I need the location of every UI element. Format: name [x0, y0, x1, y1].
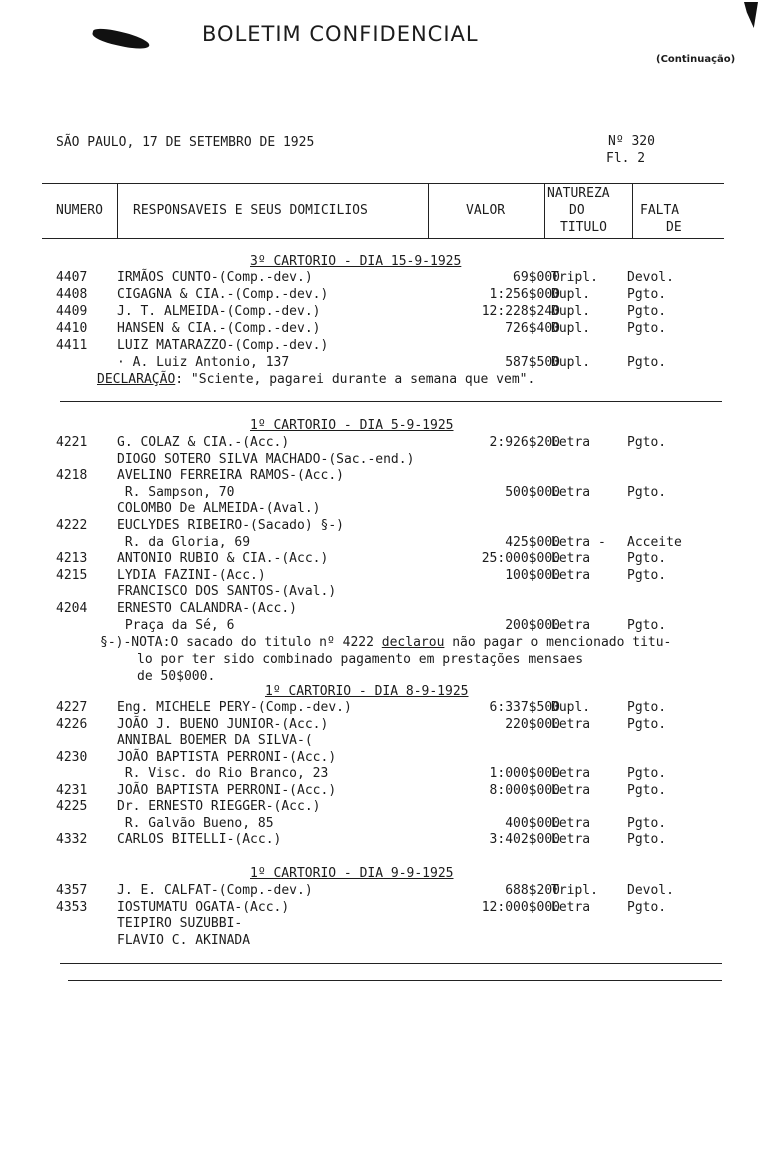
- entry-name: EUCLYDES RIBEIRO-(Sacado) §-): [117, 518, 344, 533]
- sheet-number: Fl. 2: [606, 151, 646, 166]
- section-title-1-cartorio-8-9: 1º CARTORIO - DIA 8-9-1925: [265, 684, 469, 699]
- entry-falta: Pgto.: [627, 766, 667, 781]
- entry-nature: Letra: [551, 485, 591, 500]
- entry-name: LYDIA FAZINI-(Acc.): [117, 568, 266, 583]
- ink-blot-decoration: [91, 26, 151, 52]
- entry-value: 220$000: [505, 717, 560, 732]
- page-title: BOLETIM CONFIDENCIAL: [202, 22, 479, 46]
- entry-value: 69$000: [513, 270, 560, 285]
- note-text-1b: não pagar o mencionado titu-: [444, 635, 672, 650]
- section-title-1-cartorio-9-9: 1º CARTORIO - DIA 9-9-1925: [250, 866, 454, 881]
- note-text-1a: :O sacado do titulo nº 4222: [162, 635, 382, 650]
- declaration-text: : "Sciente, pagarei durante a semana que vem".: [175, 372, 536, 387]
- entry-number: 4408: [56, 287, 88, 302]
- entry-falta: Pgto.: [627, 551, 667, 566]
- entry-number: 4227: [56, 700, 88, 715]
- entry-value: 587$500: [505, 355, 560, 370]
- entry-name: Praça da Sé, 6: [117, 618, 235, 633]
- entry-name: R. Galvão Bueno, 85: [117, 816, 274, 831]
- entry-falta: Pgto.: [627, 783, 667, 798]
- column-header-falta-1: FALTA: [640, 203, 680, 218]
- entry-name: G. COLAZ & CIA.-(Acc.): [117, 435, 290, 450]
- entry-value: 12:000$000: [481, 900, 560, 915]
- note-line-1: [100, 635, 671, 650]
- footer-rule-1: [60, 963, 722, 964]
- entry-name: IOSTUMATU OGATA-(Acc.): [117, 900, 290, 915]
- section-title-3-cartorio-15-9: 3º CARTORIO - DIA 15-9-1925: [250, 254, 462, 269]
- entry-name: Eng. MICHELE PERY-(Comp.-dev.): [117, 700, 352, 715]
- entry-name: LUIZ MATARAZZO-(Comp.-dev.): [117, 338, 329, 353]
- entry-falta: Devol.: [627, 883, 674, 898]
- note-label: §-)-NOTA: [100, 635, 163, 650]
- column-header-numero: NUMERO: [56, 203, 103, 218]
- entry-value: 400$000: [505, 816, 560, 831]
- entry-nature: Dupl.: [551, 355, 591, 370]
- entry-value: 1:000$000: [489, 766, 560, 781]
- entry-nature: Letra: [551, 900, 591, 915]
- entry-falta: Pgto.: [627, 355, 667, 370]
- entry-value: 25:000$000: [481, 551, 560, 566]
- entry-nature: Letra: [551, 568, 591, 583]
- declaration-label: DECLARAÇÃO: [97, 372, 176, 387]
- col-divider-1: [117, 183, 118, 238]
- note-line-3: de 50$000.: [137, 669, 216, 684]
- entry-falta: Pgto.: [627, 717, 667, 732]
- entry-value: 688$200: [505, 883, 560, 898]
- entry-nature: Letra: [551, 435, 591, 450]
- header-top-rule: [42, 183, 724, 184]
- entry-number: 4353: [56, 900, 88, 915]
- place-date: SÃO PAULO, 17 DE SETEMBRO DE 1925: [56, 135, 315, 150]
- entry-number: 4230: [56, 750, 88, 765]
- corner-mark-decoration: [744, 2, 758, 28]
- entry-name: ANNIBAL BOEMER DA SILVA-(: [117, 733, 313, 748]
- entry-value: 1:256$000: [489, 287, 560, 302]
- entry-nature: Letra: [551, 832, 591, 847]
- entry-value: 100$000: [505, 568, 560, 583]
- entry-number: 4204: [56, 601, 88, 616]
- entry-value: 6:337$500: [489, 700, 560, 715]
- entry-number: 4231: [56, 783, 88, 798]
- entry-falta: Pgto.: [627, 900, 667, 915]
- entry-nature: Dupl.: [551, 304, 591, 319]
- entry-falta: Pgto.: [627, 321, 667, 336]
- entry-falta: Pgto.: [627, 700, 667, 715]
- entry-nature: Tripl.: [551, 883, 598, 898]
- entry-number: 4411: [56, 338, 88, 353]
- entry-falta: Devol.: [627, 270, 674, 285]
- section-rule-1: [60, 401, 722, 402]
- entry-name: Dr. ERNESTO RIEGGER-(Acc.): [117, 799, 321, 814]
- entry-name: R. Sampson, 70: [117, 485, 235, 500]
- entry-number: 4357: [56, 883, 88, 898]
- entry-name: CARLOS BITELLI-(Acc.): [117, 832, 282, 847]
- entry-name: FLAVIO C. AKINADA: [117, 933, 251, 948]
- entry-nature: Letra: [551, 618, 591, 633]
- entry-nature: Letra -: [551, 535, 606, 550]
- entry-name: R. da Gloria, 69: [117, 535, 251, 550]
- entry-name: J. T. ALMEIDA-(Comp.-dev.): [117, 304, 321, 319]
- entry-value: 500$000: [505, 485, 560, 500]
- entry-number: 4410: [56, 321, 88, 336]
- entry-value: 200$000: [505, 618, 560, 633]
- column-header-natureza-2: DO: [569, 203, 585, 218]
- column-header-falta-2: DE: [666, 220, 682, 235]
- entry-number: 4215: [56, 568, 88, 583]
- entry-number: 4226: [56, 717, 88, 732]
- entry-name: TEIPIRO SUZUBBI-: [117, 916, 243, 931]
- col-divider-4: [632, 183, 633, 238]
- entry-number: 4222: [56, 518, 88, 533]
- entry-number: 4221: [56, 435, 88, 450]
- entry-name: JOÃO BAPTISTA PERRONI-(Acc.): [117, 783, 337, 798]
- entry-number: 4407: [56, 270, 88, 285]
- entry-nature: Letra: [551, 816, 591, 831]
- entry-falta: Pgto.: [627, 618, 667, 633]
- entry-number: 4409: [56, 304, 88, 319]
- section-title-1-cartorio-5-9: 1º CARTORIO - DIA 5-9-1925: [250, 418, 454, 433]
- column-header-valor: VALOR: [466, 203, 506, 218]
- entry-value: 425$000: [505, 535, 560, 550]
- entry-falta: Pgto.: [627, 485, 667, 500]
- entry-nature: Letra: [551, 783, 591, 798]
- entry-name: CIGAGNA & CIA.-(Comp.-dev.): [117, 287, 329, 302]
- entry-name: · A. Luiz Antonio, 137: [117, 355, 290, 370]
- entry-name: HANSEN & CIA.-(Comp.-dev.): [117, 321, 321, 336]
- entry-number: 4225: [56, 799, 88, 814]
- footer-rule-2: [68, 980, 722, 981]
- entry-value: 726$400: [505, 321, 560, 336]
- entry-name: JOÃO J. BUENO JUNIOR-(Acc.): [117, 717, 329, 732]
- entry-name: ANTONIO RUBIO & CIA.-(Acc.): [117, 551, 329, 566]
- continuation-label: (Continuação): [656, 54, 736, 65]
- note-line-2: lo por ter sido combinado pagamento em prestações mensaes: [137, 652, 584, 667]
- entry-nature: Dupl.: [551, 287, 591, 302]
- column-header-responsaveis: RESPONSAVEIS E SEUS DOMICILIOS: [133, 203, 368, 218]
- entry-falta: Acceite: [627, 535, 682, 550]
- declaration: [97, 372, 535, 387]
- entry-nature: Dupl.: [551, 321, 591, 336]
- entry-falta: Pgto.: [627, 435, 667, 450]
- entry-number: 4332: [56, 832, 88, 847]
- entry-name: R. Visc. do Rio Branco, 23: [117, 766, 329, 781]
- entry-name: AVELINO FERREIRA RAMOS-(Acc.): [117, 468, 344, 483]
- col-divider-2: [428, 183, 429, 238]
- entry-nature: Letra: [551, 717, 591, 732]
- entry-falta: Pgto.: [627, 287, 667, 302]
- entry-value: 3:402$000: [489, 832, 560, 847]
- column-header-natureza-1: NATUREZA: [547, 186, 610, 201]
- entry-value: 2:926$200: [489, 435, 560, 450]
- entry-value: 8:000$000: [489, 783, 560, 798]
- entry-falta: Pgto.: [627, 568, 667, 583]
- entry-nature: Tripl.: [551, 270, 598, 285]
- entry-value: 12:228$240: [481, 304, 560, 319]
- entry-name: J. E. CALFAT-(Comp.-dev.): [117, 883, 313, 898]
- entry-number: 4218: [56, 468, 88, 483]
- col-divider-3: [544, 183, 545, 238]
- bulletin-number: Nº 320: [608, 134, 655, 149]
- entry-nature: Dupl.: [551, 700, 591, 715]
- entry-name: COLOMBO De ALMEIDA-(Aval.): [117, 501, 321, 516]
- entry-falta: Pgto.: [627, 832, 667, 847]
- entry-nature: Letra: [551, 551, 591, 566]
- entry-name: FRANCISCO DOS SANTOS-(Aval.): [117, 584, 337, 599]
- entry-name: IRMÃOS CUNTO-(Comp.-dev.): [117, 270, 313, 285]
- entry-name: DIOGO SOTERO SILVA MACHADO-(Sac.-end.): [117, 452, 415, 467]
- note-text-1u: declarou: [381, 635, 445, 650]
- entry-number: 4213: [56, 551, 88, 566]
- column-header-natureza-3: TITULO: [560, 220, 607, 235]
- entry-name: JOÃO BAPTISTA PERRONI-(Acc.): [117, 750, 337, 765]
- entry-falta: Pgto.: [627, 304, 667, 319]
- entry-name: ERNESTO CALANDRA-(Acc.): [117, 601, 298, 616]
- entry-nature: Letra: [551, 766, 591, 781]
- entry-falta: Pgto.: [627, 816, 667, 831]
- header-bottom-rule: [42, 238, 724, 239]
